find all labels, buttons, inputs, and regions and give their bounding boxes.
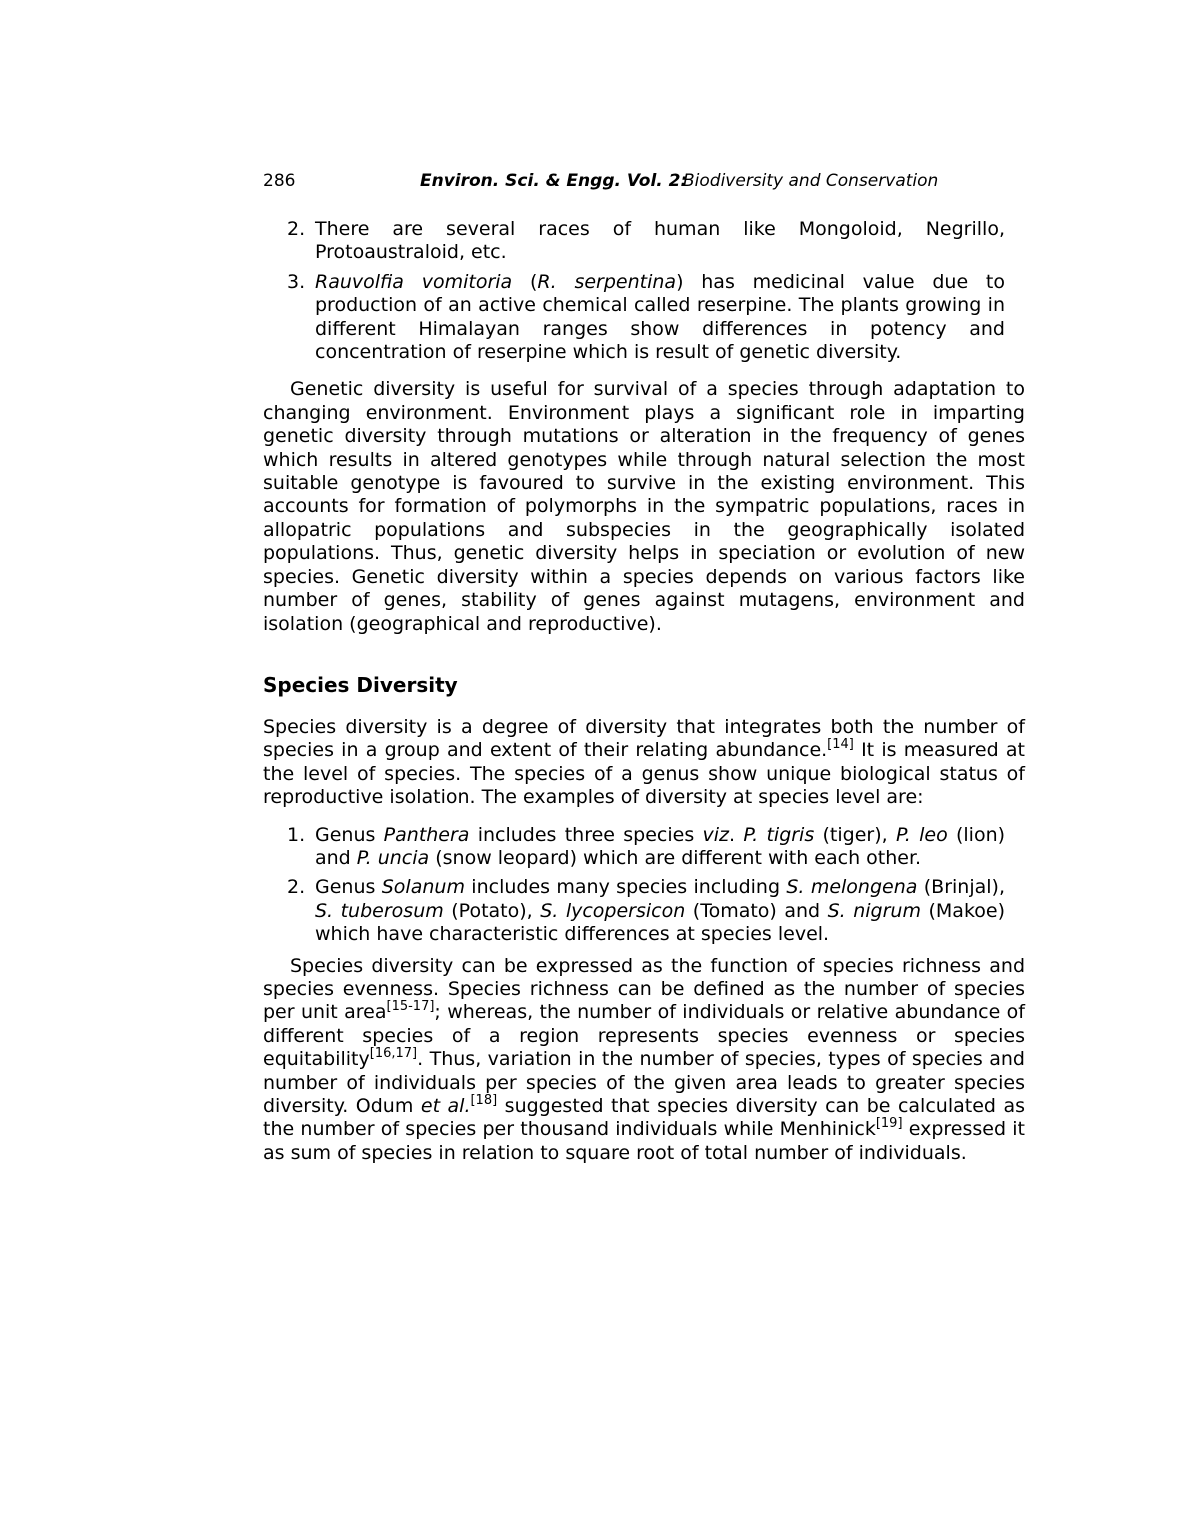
genetic-diversity-paragraph: Genetic diversity is useful for survival of a species through adaptation to changing environment. Environment plays a significant role in imparting genetic diversity through mutations or alteration in the frequency of genes which results in altered genotypes while through natural selection the most suitable genotype is favoured to survive in the existing environment. This accounts for formation of polymorphs in the sympatric populations, races in allopatric populations and subspecies in the geographically isolated populations. Thus, genetic diversity helps in speciation or evolution of new species. Genetic diversity within a species depends on various factors like number of genes, stability of genes against mutagens, environment and isolation (geographical and reproductive). — [263, 378, 1025, 635]
text-run: (snow leopard) which are different with each other. — [429, 846, 922, 869]
citation: [14] — [827, 737, 854, 753]
text-run: ) has medicinal value due to production of an active chemical called reserpine. The plants growing in different Himalayan ranges show differences in potency and concentration of reserpine which is result of genetic diversity. — [315, 270, 1005, 364]
text-run: includes three species — [469, 823, 703, 846]
species-examples-list — [263, 824, 1025, 947]
list-item — [263, 271, 1025, 365]
text-run: (lion) and — [315, 823, 1006, 869]
text-run: (Brinjal), — [917, 876, 1005, 899]
section-title: Biodiversity and Conservation — [683, 171, 939, 191]
text-run: (Makoe) which have characteristic differences at species level. — [315, 899, 1005, 946]
running-header — [263, 171, 1025, 195]
citation: [16,17] — [369, 1046, 418, 1062]
species-name: S. lycopersicon — [540, 899, 686, 922]
citation: [15-17] — [386, 999, 435, 1015]
list-item — [263, 218, 1025, 265]
species-name: Solanum — [381, 876, 465, 899]
text-run: . — [729, 823, 744, 846]
list-number: 3. — [287, 270, 306, 293]
list-item — [263, 876, 1025, 946]
species-name: P. tigris — [743, 823, 815, 846]
species-name: P. leo — [895, 823, 948, 846]
text-run: Genus — [315, 876, 382, 899]
species-name: Panthera — [383, 823, 470, 846]
citation: [19] — [875, 1116, 903, 1132]
list-number: 2. — [287, 876, 306, 899]
species-name: S. nigrum — [827, 899, 921, 922]
text-run: There are several races of human like Mongoloid, Negrillo, Protoaustraloid, etc. — [315, 218, 1005, 264]
list-item — [263, 824, 1025, 871]
body-text — [263, 218, 1025, 1165]
text-run-italic: viz — [702, 823, 729, 846]
species-name: Rauvolfia vomitoria — [315, 270, 513, 293]
list-item-text — [315, 876, 1005, 946]
section-heading: Species Diversity — [263, 672, 458, 697]
text-run-italic: et al. — [420, 1095, 471, 1117]
list-item-text — [315, 218, 1005, 265]
list-number: 2. — [287, 218, 306, 240]
page-number: 286 — [263, 171, 296, 191]
text-run: . Thus, variation in the number of species, types of species and number of individuals per species of the given area leads to greater species diversity. Odum — [263, 1048, 1025, 1117]
text-run: Genus — [315, 823, 384, 846]
text-run: suggested that species diversity can be calculated as the number of species per thousand individuals while Menhinick — [263, 1095, 1025, 1141]
citation: [18] — [470, 1093, 498, 1108]
species-name: P. uncia — [356, 846, 430, 869]
text-run: It is measured at the level of species. The species of a genus show unique biological status of reproductive isolation. The examples of diversity at species level are: — [263, 739, 1025, 809]
genetic-examples-list — [263, 218, 1025, 364]
journal-title: Environ. Sci. & Engg. Vol. 2: — [420, 171, 688, 191]
species-name: R. serpentina — [537, 270, 677, 293]
text-run: expressed it as sum of species in relation to square root of total number of individuals. — [263, 1118, 1025, 1164]
text-run: Species diversity can be expressed as the function of species richness and species evenness. Species richness can be defined as the number of species per unit area — [263, 954, 1025, 1024]
text-run: (Tomato) and — [685, 899, 828, 922]
text-run: includes many species including — [464, 876, 787, 899]
text-run: ( — [512, 270, 538, 293]
species-diversity-paragraph — [263, 716, 1025, 810]
list-item-text — [315, 271, 1005, 365]
list-number: 1. — [287, 823, 306, 846]
species-name: S. melongena — [786, 876, 918, 899]
species-name: S. tuberosum — [315, 899, 444, 922]
text-run: (tiger), — [814, 823, 896, 846]
text-run: (Potato), — [443, 899, 541, 922]
species-richness-paragraph — [263, 955, 1025, 1166]
list-item-text — [315, 824, 1005, 871]
text-run: Species diversity is a degree of diversity that integrates both the number of species in a group and extent of their relating abundance. — [263, 715, 1025, 762]
text-run: ; whereas, the number of individuals or relative abundance of different species of a region represents species evenness or species equitability — [263, 1001, 1025, 1071]
